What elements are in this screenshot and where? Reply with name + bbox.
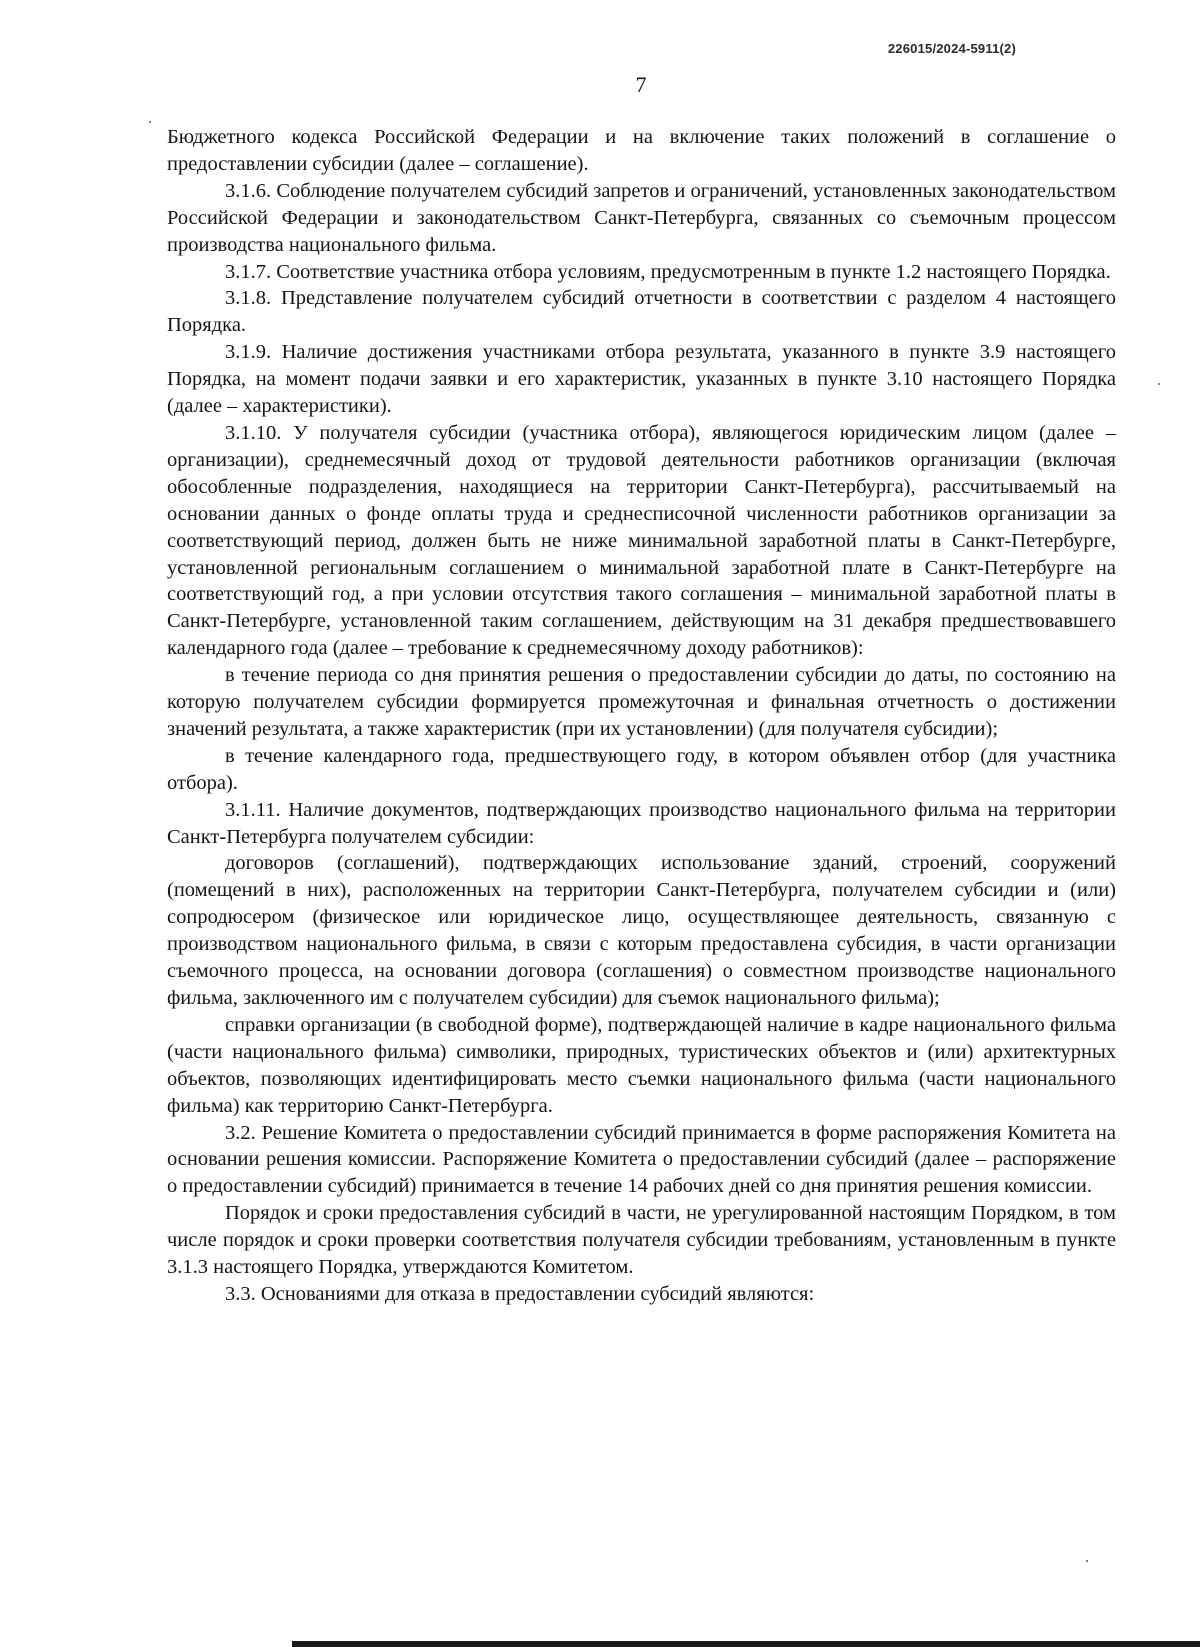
paragraph-contracts: договоров (соглашений), подтверждающих использование зданий, строений, сооружений (помещений в них), расположенных на территории Санкт-Петербурга, получателем субсидии и (или) сопродюсером (физическое или юридическое лицо, осуществляющее деятельность, связанную с производством национального фильма, в связи с которым предоставлена субсидия, в части организации съемочного процесса, на основании договора (соглашения) о совместном производстве национального фильма, заключенного им с получателем субсидии) для съемок национального фильма); bbox=[167, 852, 1116, 1009]
page-number: 7 bbox=[635, 72, 647, 97]
paragraph-3-1-9: 3.1.9. Наличие достижения участниками отбора результата, указанного в пункте 3.9 настоящего Порядка, на момент подачи заявки и его характеристик, указанных в пункте 3.10 настоящего Порядка (далее – характеристики). bbox=[167, 341, 1116, 418]
paragraph-3-2: 3.2. Решение Комитета о предоставлении субсидий принимается в форме распоряжения Комитета на основании решения комиссии. Распоряжение Комитета о предоставлении субсидий (далее – распоряжение о предоставлении субсидий) принимается в течение 14 рабочих дней со дня принятия решения комиссии. bbox=[167, 1121, 1116, 1198]
document-body bbox=[167, 124, 1116, 1308]
paragraph-3-1-6: 3.1.6. Соблюдение получателем субсидий запретов и ограничений, установленных законодательством Российской Федерации и законодательством Санкт-Петербурга, связанных со съемочным процессом производства национального фильма. bbox=[167, 179, 1116, 256]
document-registration-number: 226015/2024-5911(2) bbox=[887, 41, 1016, 56]
scan-speck bbox=[149, 121, 151, 123]
scan-speck bbox=[1086, 1560, 1088, 1562]
paragraph-continuation: Бюджетного кодекса Российской Федерации и на включение таких положений в соглашение о предоставлении субсидии (далее – соглашение). bbox=[167, 126, 1116, 175]
scan-speck bbox=[1158, 383, 1160, 385]
paragraph-3-1-8: 3.1.8. Представление получателем субсидий отчетности в соответствии с разделом 4 настоящего Порядка. bbox=[167, 287, 1116, 337]
scan-edge-rule bbox=[292, 1641, 1200, 1647]
paragraph-participant-period: в течение календарного года, предшествующего году, в котором объявлен отбор (для участника отбора). bbox=[167, 744, 1116, 794]
paragraph-certificate: справки организации (в свободной форме), подтверждающей наличие в кадре национального фильма (части национального фильма) символики, природных, туристических объектов и (или) архитектурных объектов, позволяющих идентифицировать место съемки национального фильма (части национального фильма) как территорию Санкт-Петербурга. bbox=[167, 1013, 1116, 1117]
paragraph-3-3: 3.3. Основаниями для отказа в предоставлении субсидий являются: bbox=[225, 1282, 815, 1305]
paragraph-3-1-7: 3.1.7. Соответствие участника отбора условиям, предусмотренным в пункте 1.2 настоящего Порядка. bbox=[225, 260, 1111, 283]
paragraph-recipient-period: в течение периода со дня принятия решения о предоставлении субсидии до даты, по состоянию на которую получателем субсидии формируется промежуточная и финальная отчетность о достижении значений результата, а также характеристик (при их установлении) (для получателя субсидии); bbox=[167, 664, 1116, 740]
paragraph-procedure: Порядок и сроки предоставления субсидий в части, не урегулированной настоящим Порядком, в том числе порядок и сроки проверки соответствия получателя субсидии требованиям, установленным в пункте 3.1.3 настоящего Порядка, утверждаются Комитетом. bbox=[167, 1202, 1116, 1279]
paragraph-3-1-11: 3.1.11. Наличие документов, подтверждающих производство национального фильма на территории Санкт-Петербурга получателем субсидии: bbox=[167, 798, 1116, 848]
paragraph-3-1-10: 3.1.10. У получателя субсидии (участника отбора), являющегося юридическим лицом (далее – организации), среднемесячный доход от трудовой деятельности работников организации (включая обособленные подразделения, находящиеся на территории Санкт-Петербурга), рассчитываемый на основании данных о фонде оплаты труда и среднесписочной численности работников организации за соответствующий период, должен быть не ниже минимальной заработной платы в Санкт-Петербурге, установленной региональным соглашением о минимальной заработной плате в Санкт-Петербурге на соответствующий год, а при условии отсутствия такого соглашения – минимальной заработной платы в Санкт-Петербурге, установленной таким соглашением, действующим на 31 декабря предшествовавшего календарного года (далее – требование к среднемесячному доходу работников): bbox=[167, 421, 1116, 660]
